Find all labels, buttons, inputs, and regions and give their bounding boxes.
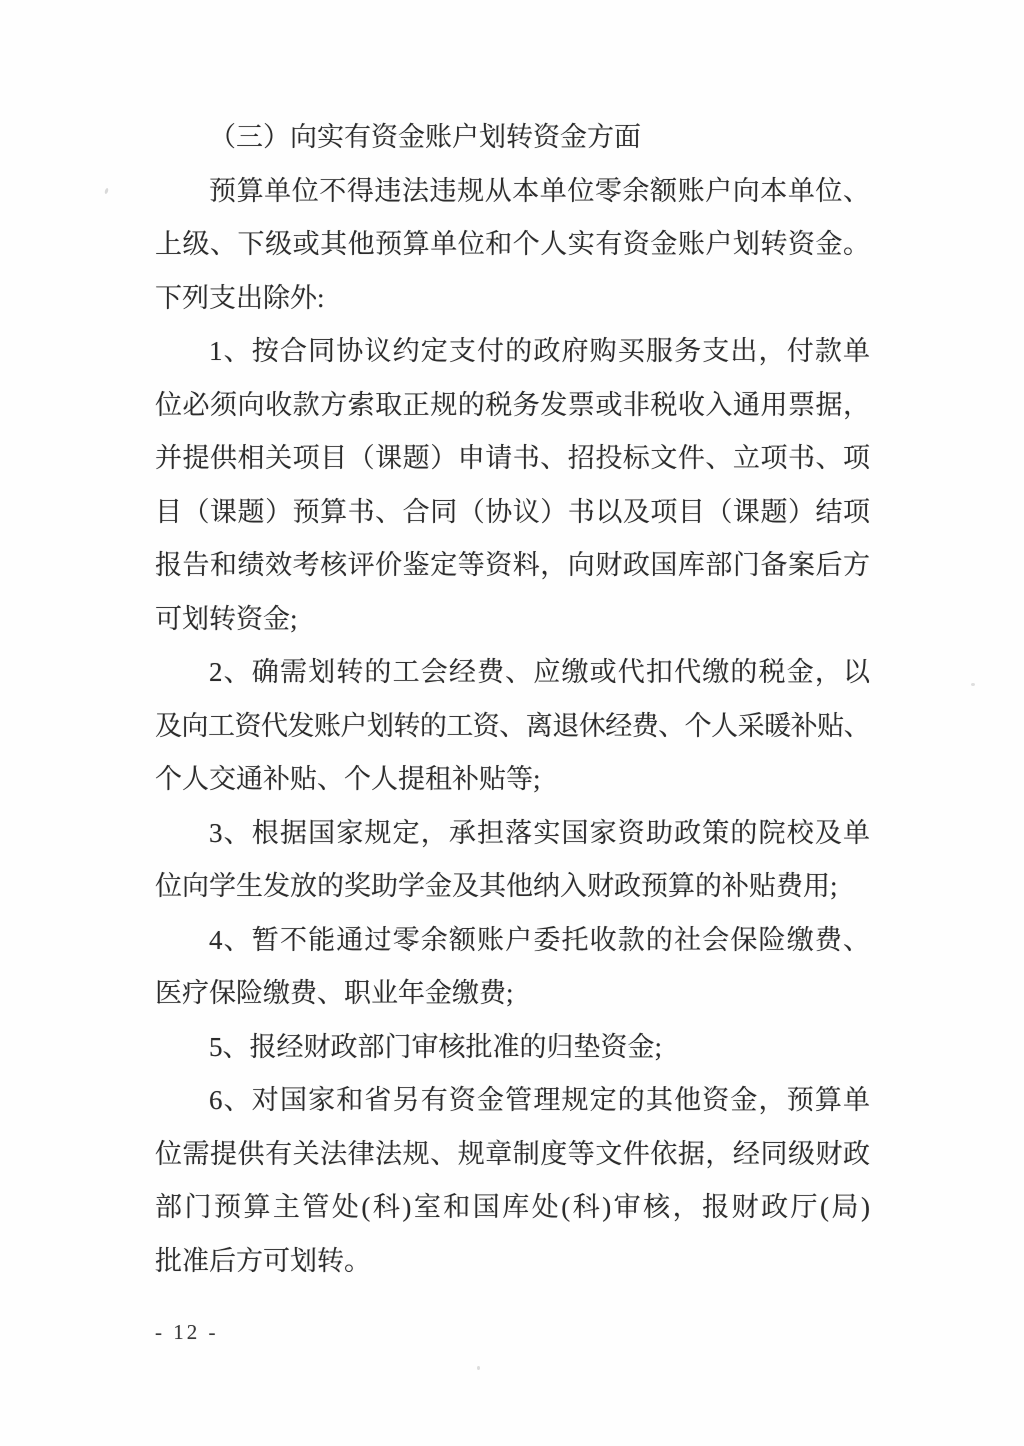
text-line: 位必须向收款方索取正规的税务发票或非税收入通用票据，: [155, 389, 870, 420]
text-line: 可划转资金;: [155, 603, 298, 634]
text-line: 并提供相关项目（课题）申请书、招投标文件、立项书、项: [155, 443, 870, 473]
text-line: 批准后方可划转。: [155, 1245, 371, 1276]
document-body: [155, 111, 870, 1288]
text-line: 5、报经财政部门审核批准的归垫资金;: [209, 1031, 663, 1062]
scan-speck: [477, 1366, 480, 1370]
text-line: 3、根据国家规定，承担落实国家资助政策的院校及单: [209, 817, 870, 848]
text-line: 目（课题）预算书、合同（协议）书以及项目（课题）结项: [155, 496, 870, 527]
text-line: 报告和绩效考核评价鉴定等资料，向财政国库部门备案后方: [155, 550, 870, 580]
scan-speck: [971, 683, 975, 686]
text-line: 及向工资代发账户划转的工资、离退休经费、个人采暖补贴、: [155, 710, 870, 741]
text-line: 预算单位不得违法违规从本单位零余额账户向本单位、: [209, 175, 870, 206]
document-lines: [155, 111, 870, 1288]
text-line: 4、暂不能通过零余额账户委托收款的社会保险缴费、: [209, 924, 870, 955]
text-line: 个人交通补贴、个人提租补贴等;: [155, 764, 541, 794]
text-line: 医疗保险缴费、职业年金缴费;: [155, 978, 514, 1008]
text-line: 6、对国家和省另有资金管理规定的其他资金，预算单: [209, 1085, 870, 1115]
text-line: 上级、下级或其他预算单位和个人实有资金账户划转资金。: [155, 229, 870, 259]
scan-speck: [104, 188, 109, 195]
text-line: 位向学生发放的奖助学金及其他纳入财政预算的补贴费用;: [155, 871, 838, 901]
page-number: - 12 -: [155, 1320, 219, 1344]
text-line: （三）向实有资金账户划转资金方面: [209, 122, 641, 152]
text-line: 2、确需划转的工会经费、应缴或代扣代缴的税金，以: [209, 657, 870, 687]
text-line: 下列支出除外:: [155, 282, 325, 313]
text-line: 位需提供有关法律法规、规章制度等文件依据，经同级财政: [155, 1138, 870, 1169]
text-line: 1、按合同协议约定支付的政府购买服务支出，付款单: [209, 336, 870, 366]
text-line: 部门预算主管处(科)室和国库处(科)审核，报财政厅(局): [155, 1192, 870, 1222]
